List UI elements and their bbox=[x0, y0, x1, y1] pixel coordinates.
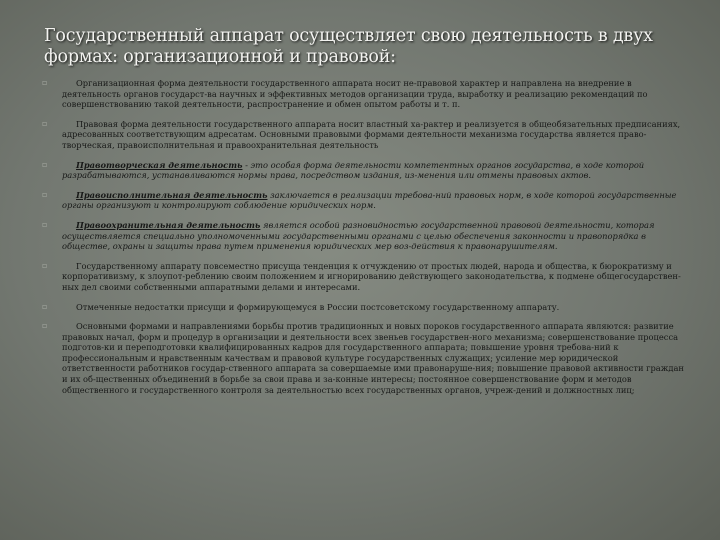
bullet-icon: ▫ bbox=[42, 159, 48, 169]
bullet-icon: ▫ bbox=[42, 260, 48, 270]
item-lead: Правоохранительная деятельность bbox=[76, 219, 261, 230]
item-lead: Правоисполнительная деятельность bbox=[76, 189, 268, 200]
bullet-icon: ▫ bbox=[42, 219, 48, 229]
list-item bbox=[40, 78, 686, 110]
list-item bbox=[40, 160, 686, 181]
item-text: Отмеченные недостатки присущи и формирующемуся в России постсоветскому государственному аппарату. bbox=[76, 301, 560, 312]
bullet-icon: ▫ bbox=[42, 189, 48, 199]
item-text: заключается в реализации требова-ний правовых норм, в ходе которой государственные органы организуют и контролируют соблюдение юридических норм. bbox=[62, 189, 677, 211]
item-text: Основными формами и направлениями борьбы против традиционных и новых пороков государственного аппарата являются: развитие правовых начал, форм и процедур в организации и деятельности всех звеньев государствен-ного механизма; совершенствование процесса подготов-ки и переподготовки квалифицированных кадров для государственного аппарата; повышение уровня требова-ний к профессиональным и нравственным качествам и правовой культуре государственных служащих; усиление мер юридической ответственности работников государ-ственного аппарата за совершаемые ими правонаруше-ния; повышение правовой активности граждан и их об-щественных объединений в борьбе за свои права и за-конные интересы; постоянное совершенствование форм и методов общественного и государственного контроля за деятельностью всех государственных органов, учреж-дений и должностных лиц; bbox=[62, 321, 684, 395]
list-item bbox=[40, 220, 686, 252]
bullet-icon: ▫ bbox=[42, 321, 48, 331]
list-item bbox=[40, 321, 686, 395]
bullet-icon: ▫ bbox=[42, 301, 48, 311]
item-text: Правовая форма деятельности государственного аппарата носит властный ха-рактер и реализуется в общеобязательных предписаниях, адресованных соответствующим адресатам. Основными правовыми формами деятельности механизма государства является право-творческая, правоисполнительная и правоохранительная деятельность bbox=[62, 118, 681, 150]
list-item bbox=[40, 302, 686, 313]
list-item bbox=[40, 261, 686, 293]
item-text: является особой разновидностью государственной правовой деятельности, которая осуществляется специально уполномоченными государственными органами с целью обеспечения законности и правопорядка в обществе, охраны и защиты права путем применения юридических мер воз-действия к правонарушителям. bbox=[62, 219, 655, 252]
list-item bbox=[40, 190, 686, 211]
bullet-icon: ▫ bbox=[42, 78, 48, 87]
slide-title: Государственный аппарат осуществляет свою деятельность в двух формах: организационной и правовой: bbox=[44, 26, 653, 67]
bullet-list bbox=[40, 78, 686, 395]
item-text: Организационная форма деятельности государственного аппарата носит не-правовой характер и направлена на внедрение в деятельность органов государст-ва научных и эффективных методов организации труда, выработку и реализацию рекомендаций по совершенствованию такой деятельности, распространение и обмен опытом работы и т. п. bbox=[62, 78, 648, 110]
item-lead: Правотворческая деятельность bbox=[76, 159, 243, 170]
bullet-icon: ▫ bbox=[42, 118, 48, 128]
item-text: Государственному аппарату повсеместно присуща тенденция к отчуждению от простых людей, народа и общества, к бюрократизму и корпоративизму, к злоупот-реблению своим положением и игнорированию действующего законодательства, к подмене общегосударствен-ных дел своими собственными аппаратными делами и интересами. bbox=[62, 260, 681, 292]
list-item bbox=[40, 119, 686, 151]
item-text: - это особая форма деятельности компетентных органов государства, в ходе которой разрабатываются, устанавливаются нормы права, посредством издания, из-менения или отмены правовых актов. bbox=[62, 159, 645, 181]
